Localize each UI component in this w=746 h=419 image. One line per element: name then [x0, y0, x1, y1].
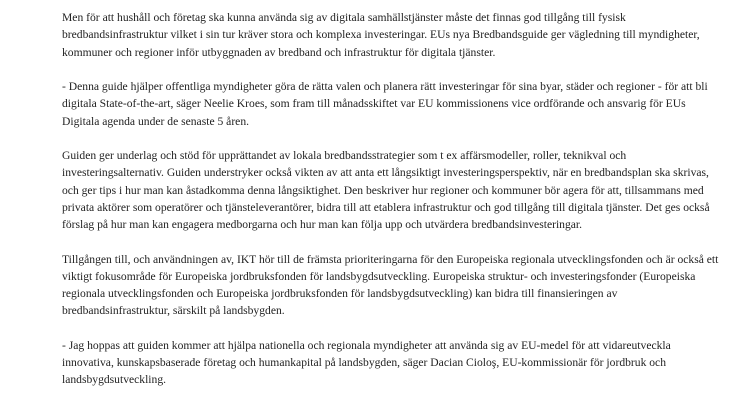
paragraph-ict-funding: Tillgången till, och användningen av, IKT hör till de främsta prioriteringarna för den Europeiska regionala utvecklingsfonden och är också ett viktigt fokusområde för Europeiska jordbruksfonden för landsbygdsutveckling. Europeiska struktur- och investeringsfonder (Europeiska regionala utvecklingsfonden och Europeiska jordbruksfonden för landsbygdsutveckling) kan bidra till finansieringen av bredbandsinfrastruktur, särskilt på landsbygden.	[62, 252, 719, 318]
paragraph-broadband-infrastructure: Men för att hushåll och företag ska kunna använda sig av digitala samhällstjänster måste det finnas god tillgång till fysisk bredbandsinfrastruktur vilket i sin tur kräver stora och komplexa investeringar. EUs nya Bredbandsguide ger vägledning till myndigheter, kommuner och regioner inför utbyggnaden av bredband och infrastruktur för digitala tjänster.	[62, 11, 700, 59]
document-body	[62, 9, 722, 406]
paragraph-kroes-quote: - Denna guide hjälper offentliga myndigheter göra de rätta valen och planera rätt investeringar för sina byar, städer och regioner - för att bli digitala State-of-the-art, säger Neelie Kroes, som fram till månadsskiftet var EU kommissionens vice ordförande och ansvarig för EUs Digitala agenda under de senaste 5 åren.	[62, 80, 708, 128]
paragraph-guide-support: Guiden ger underlag och stöd för upprättandet av lokala bredbandsstrategier som t ex affärsmodeller, roller, teknikval och investeringsalternativ. Guiden understryker också vikten av att anta ett långsiktigt investeringsperspektiv, när en bredbandsplan ska skrivas, och ger tips i hur man kan åstadkomma denna långsiktighet. Den beskriver hur regioner och kommuner bör agera för att, tillsammans med privata aktörer som operatörer och tjänsteleverantörer, bidra till att etablera infrastruktur och god tillgång till digitala tjänster. Det ges också förslag på hur man kan engagera medborgarna och hur man kan följa upp och utvärdera bredbandsinvesteringar.	[62, 149, 710, 231]
paragraph-ciolos-quote: - Jag hoppas att guiden kommer att hjälpa nationella och regionala myndigheter att använda sig av EU-medel för att vidareutveckla innovativa, kunskapsbaserade företag och humankapital på landsbygden, säger Dacian Cioloş, EU-kommissionär för jordbruk och landsbygdsutveckling.	[62, 338, 671, 387]
